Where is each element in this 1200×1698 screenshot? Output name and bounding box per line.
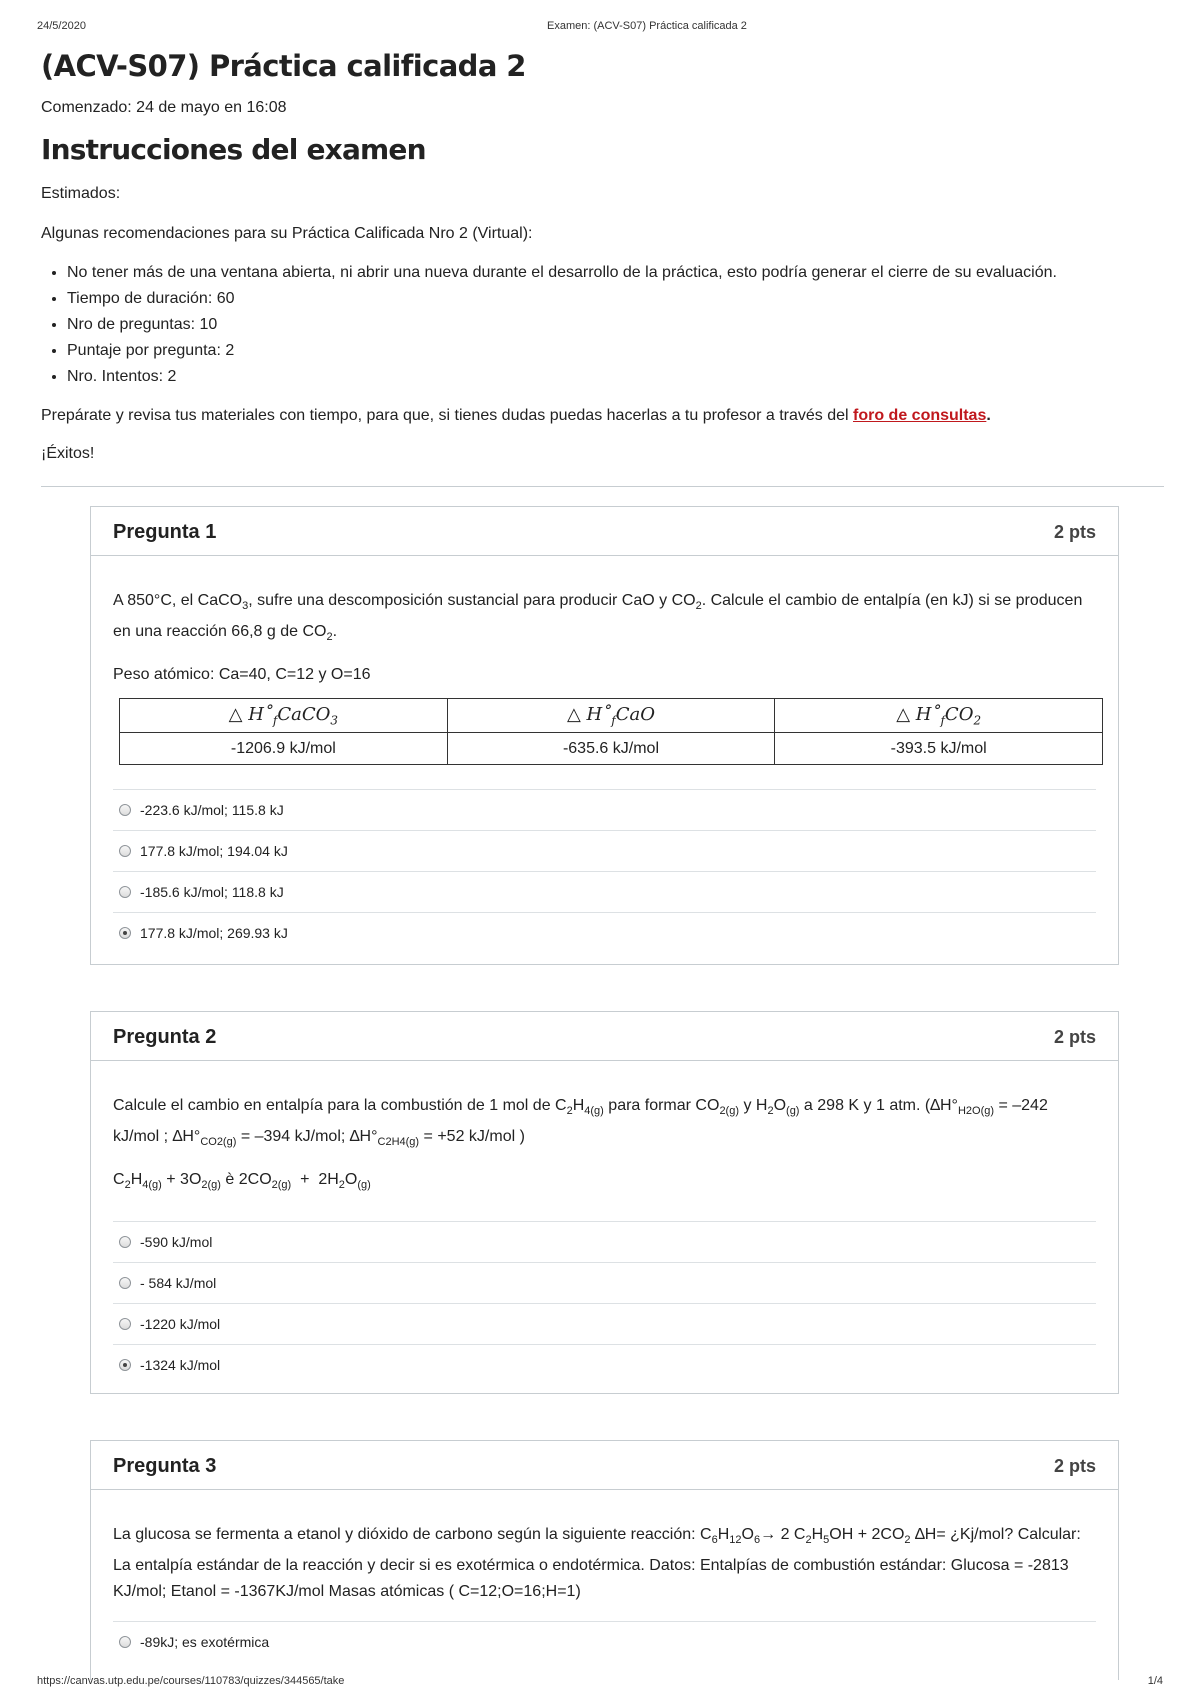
started-time: Comenzado: 24 de mayo en 16:08 (41, 99, 287, 116)
radio-button[interactable] (119, 1236, 131, 1248)
answer-list (113, 789, 1096, 953)
answer-option[interactable]: - 584 kJ/mol (113, 1262, 1096, 1303)
intro-text: Algunas recomendaciones para su Práctica Calificada Nro 2 (Virtual): (41, 225, 533, 242)
reaction-equation: $C_2H_{4(g)} + 3O_{2(g)}$ è $2CO_{2(g)} + 2H_2O_{(g)}$ (113, 1171, 371, 1192)
table-cell: -635.6 kJ/mol (447, 733, 775, 765)
radio-button-selected[interactable] (119, 927, 131, 939)
answer-option[interactable]: 177.8 kJ/mol; 194.04 kJ (113, 830, 1096, 871)
list-item: • Puntaje por pregunta: 2 (67, 338, 1164, 364)
question-1 (90, 506, 1119, 965)
list-item: • Nro. Intentos: 2 (67, 364, 1164, 390)
question-header (91, 1441, 1118, 1490)
print-date: 24/5/2020 (37, 20, 86, 32)
radio-button[interactable] (119, 886, 131, 898)
radio-button-selected[interactable] (119, 1359, 131, 1371)
list-item: • Nro de preguntas: 10 (67, 312, 1164, 338)
question-title: Pregunta 1 (113, 521, 217, 543)
question-points: 2 pts (1053, 1456, 1096, 1476)
forum-link[interactable]: foro de consultas (853, 407, 987, 424)
answer-option[interactable]: -223.6 kJ/mol; 115.8 kJ (113, 789, 1096, 830)
recommendations-list (41, 260, 1164, 390)
atomic-weights: Peso atómico: Ca=40, C=12 y O=16 (113, 666, 371, 684)
list-item: • No tener más de una ventana abierta, ni abrir una nueva durante el desarrollo de la práctica, esto podría generar el cierre de su evaluación. (67, 260, 1164, 286)
answer-option[interactable]: -185.6 kJ/mol; 118.8 kJ (113, 871, 1096, 912)
radio-button[interactable] (119, 845, 131, 857)
question-3 (90, 1440, 1119, 1680)
instructions-heading: Instrucciones del examen (41, 133, 426, 166)
question-header (91, 507, 1118, 556)
divider (41, 486, 1164, 487)
question-header (91, 1012, 1118, 1061)
table-header: △ $H˚_fCaCO_3$ (120, 699, 448, 733)
question-text: La glucosa se fermenta a etanol y dióxido de carbono según la siguiente reacción: $C_6H_{12}O_6\to 2$ $C_2H_5OH + 2CO_2$ ∆H= ¿Kj/mol? Calcular: La entalpía estándar de la reacción y decir si es exotérmica o endotérmica. Datos: Entalpías de combustión estándar: Glucosa = -2813 KJ/mol; Etanol = -1367KJ/mol Masas atómicas ( C=12;O=16;H=1) (113, 1526, 1081, 1601)
page-number: 1/4 (1147, 1675, 1163, 1687)
print-header (37, 20, 1163, 36)
radio-button[interactable] (119, 1318, 131, 1330)
table-cell: -1206.9 kJ/mol (120, 733, 448, 765)
page-title: (ACV-S07) Práctica calificada 2 (41, 49, 526, 83)
closing-text: ¡Éxitos! (41, 445, 95, 462)
answer-option[interactable]: -1220 kJ/mol (113, 1303, 1096, 1344)
quiz-content (41, 46, 1164, 487)
print-url: https://canvas.utp.edu.pe/courses/110783/quizzes/344565/take (37, 1675, 345, 1687)
answer-option[interactable]: -1324 kJ/mol (113, 1344, 1096, 1385)
question-title: Pregunta 3 (113, 1455, 217, 1477)
list-item: • Tiempo de duración: 60 (67, 286, 1164, 312)
answer-list (113, 1621, 1096, 1662)
question-points: 2 pts (1053, 522, 1096, 542)
question-text: Calcule el cambio en entalpía para la combustión de 1 mol de $C_2H_{4(g)}$ para formar $CO_{2(g)}$ y $H_2O_{(g)}$ a 298 K y 1 atm. ($\Delta H^\circ_{H2O(g)} = -242$ kJ/mol ; $\Delta H^\circ_{CO2(g)} = -394$ kJ/mol; $\Delta H^\circ_{C2H4(g)} = +52$ kJ/mol ) (113, 1097, 1048, 1149)
enthalpy-table (119, 698, 1103, 765)
question-title: Pregunta 2 (113, 1026, 217, 1048)
answer-option[interactable]: -590 kJ/mol (113, 1221, 1096, 1262)
radio-button[interactable] (119, 1636, 131, 1648)
prepare-text: Prepárate y revisa tus materiales con tiempo, para que, si tienes dudas puedas hacerlas a tu profesor a través del foro de consultas. (41, 407, 991, 424)
answer-option[interactable]: 177.8 kJ/mol; 269.93 kJ (113, 912, 1096, 953)
answer-list (113, 1221, 1096, 1385)
table-header: △ $H˚_fCO_2$ (775, 699, 1103, 733)
question-text: A 850°C, el CaCO$_3$, sufre una descomposición sustancial para producir CaO y $CO_2$. Calcule el cambio de entalpía (en kJ) si se producen en una reacción 66,8 g de $CO_2$. (113, 592, 1083, 644)
radio-button[interactable] (119, 804, 131, 816)
question-points: 2 pts (1053, 1027, 1096, 1047)
question-2 (90, 1011, 1119, 1394)
print-doc-title: Examen: (ACV-S07) Práctica calificada 2 (547, 20, 747, 32)
print-footer (37, 1675, 1163, 1691)
radio-button[interactable] (119, 1277, 131, 1289)
table-cell: -393.5 kJ/mol (775, 733, 1103, 765)
greeting: Estimados: (41, 185, 121, 202)
table-header: △ $H˚_fCaO$ (447, 699, 775, 733)
answer-option[interactable]: -89kJ; es exotérmica (113, 1621, 1096, 1662)
